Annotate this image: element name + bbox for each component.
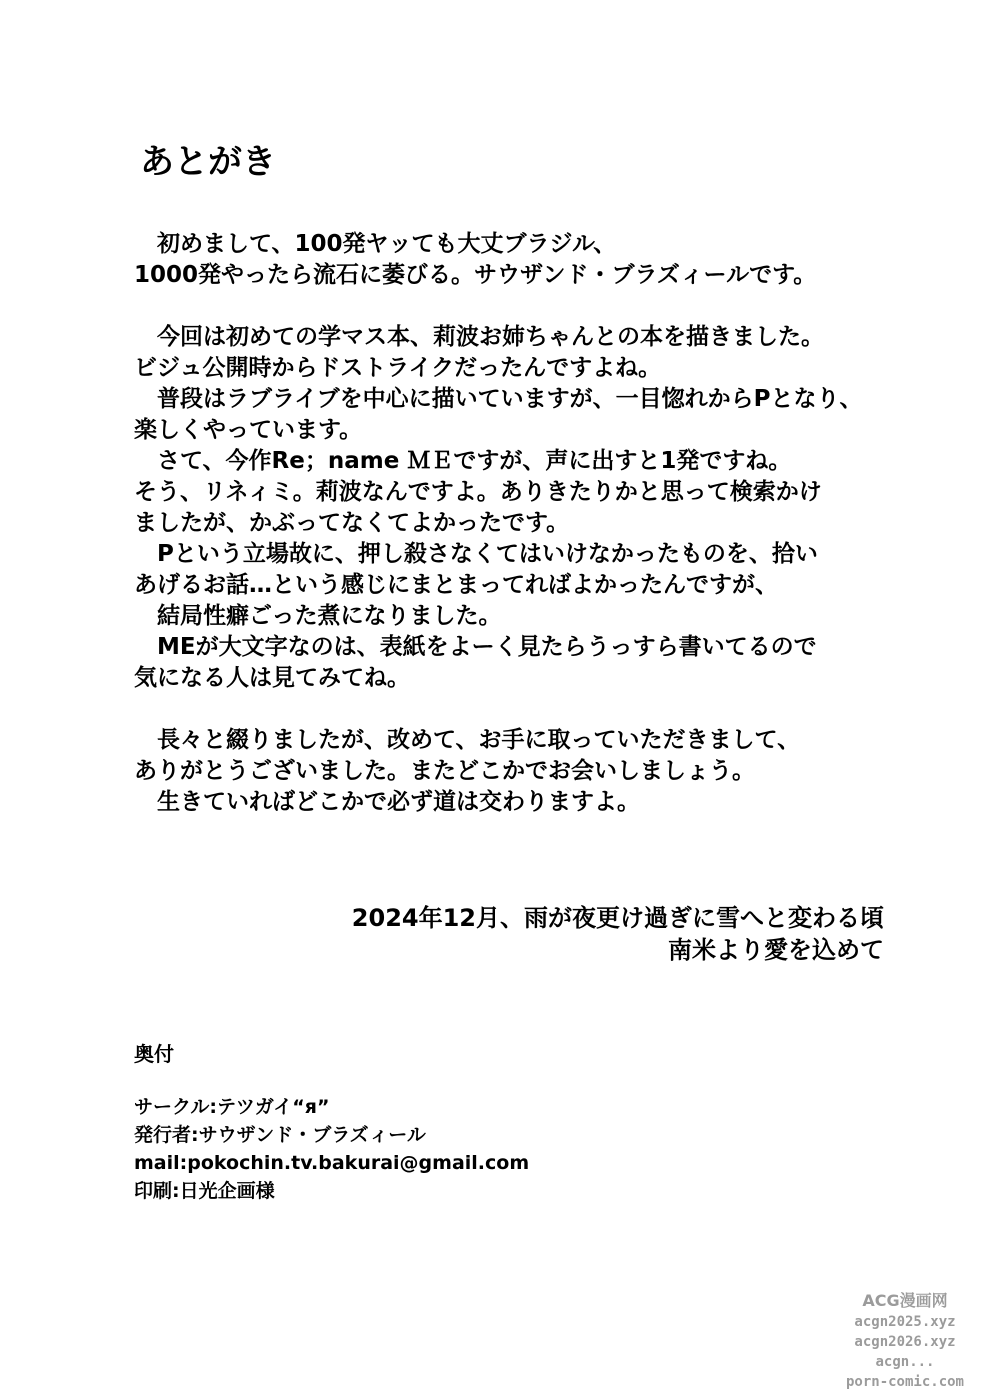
body-line bbox=[134, 291, 894, 322]
body-line: ビジュ公開時からドストライクだったんですよね。 bbox=[134, 355, 662, 381]
body-line: ましたが、かぶってなくてよかったです。 bbox=[134, 510, 570, 536]
body-line: そう、リネィミ。莉波なんですよ。ありきたりかと思って検索かけ bbox=[134, 479, 822, 505]
signature-date-line: 2024年12月、雨が夜更け過ぎに雪へと変わる頃 bbox=[351, 904, 884, 932]
body-line: あげるお話…という感じにまとまってればよかったんですが、 bbox=[134, 572, 778, 598]
colophon-circle: サークル:テツガイ“я” bbox=[134, 1096, 330, 1118]
watermark bbox=[836, 1290, 974, 1392]
body-line: 結局性癖ごった煮になりました。 bbox=[134, 603, 502, 629]
page-title: あとがき bbox=[140, 142, 276, 182]
body-line: MEが大文字なのは、表紙をよーく見たらうっすら書いてるので bbox=[134, 634, 817, 660]
colophon-email: mail:pokochin.tv.bakurai@gmail.com bbox=[134, 1152, 530, 1174]
afterword-body bbox=[134, 229, 894, 818]
body-line: 初めまして、100発ヤッても大丈ブラジル、 bbox=[134, 231, 617, 257]
colophon-heading: 奥付 bbox=[134, 1042, 174, 1066]
body-line: 1000発やったら流石に萎びる。サウザンド・ブラズィールです。 bbox=[134, 262, 817, 288]
body-line: 楽しくやっています。 bbox=[134, 417, 363, 443]
body-line: さて、今作Re；name ＭＥですが、声に出すと1発ですね。 bbox=[134, 448, 792, 474]
signature-closing-line: 南米より愛を込めて bbox=[668, 936, 884, 964]
body-line: 気になる人は見てみてね。 bbox=[134, 665, 410, 691]
body-line: 長々と綴りましたが、改めて、お手に取っていただきまして、 bbox=[134, 727, 801, 753]
body-line: Pという立場故に、押し殺さなくてはいけなかったものを、拾い bbox=[134, 541, 818, 567]
watermark-line: acgn... bbox=[875, 1354, 935, 1370]
colophon bbox=[134, 1093, 529, 1205]
watermark-logo: ACG漫画网 bbox=[862, 1291, 948, 1310]
body-line: 生きていればどこかで必ず道は交わりますよ。 bbox=[134, 789, 640, 815]
signature bbox=[352, 902, 884, 966]
body-line bbox=[134, 694, 894, 725]
watermark-line: acgn2025.xyz bbox=[854, 1314, 956, 1330]
colophon-printer: 印刷:日光企画様 bbox=[134, 1180, 275, 1202]
body-line: 普段はラブライブを中心に描いていますが、一目惚れからPとなり、 bbox=[134, 386, 863, 412]
body-line: 今回は初めての学マス本、莉波お姉ちゃんとの本を描きました。 bbox=[134, 324, 824, 350]
watermark-line: acgn2026.xyz bbox=[854, 1334, 956, 1350]
body-line: ありがとうございました。またどこかでお会いしましょう。 bbox=[134, 758, 755, 784]
colophon-publisher: 発行者:サウザンド・ブラズィール bbox=[134, 1124, 426, 1146]
watermark-line: porn-comic.com bbox=[845, 1374, 964, 1390]
